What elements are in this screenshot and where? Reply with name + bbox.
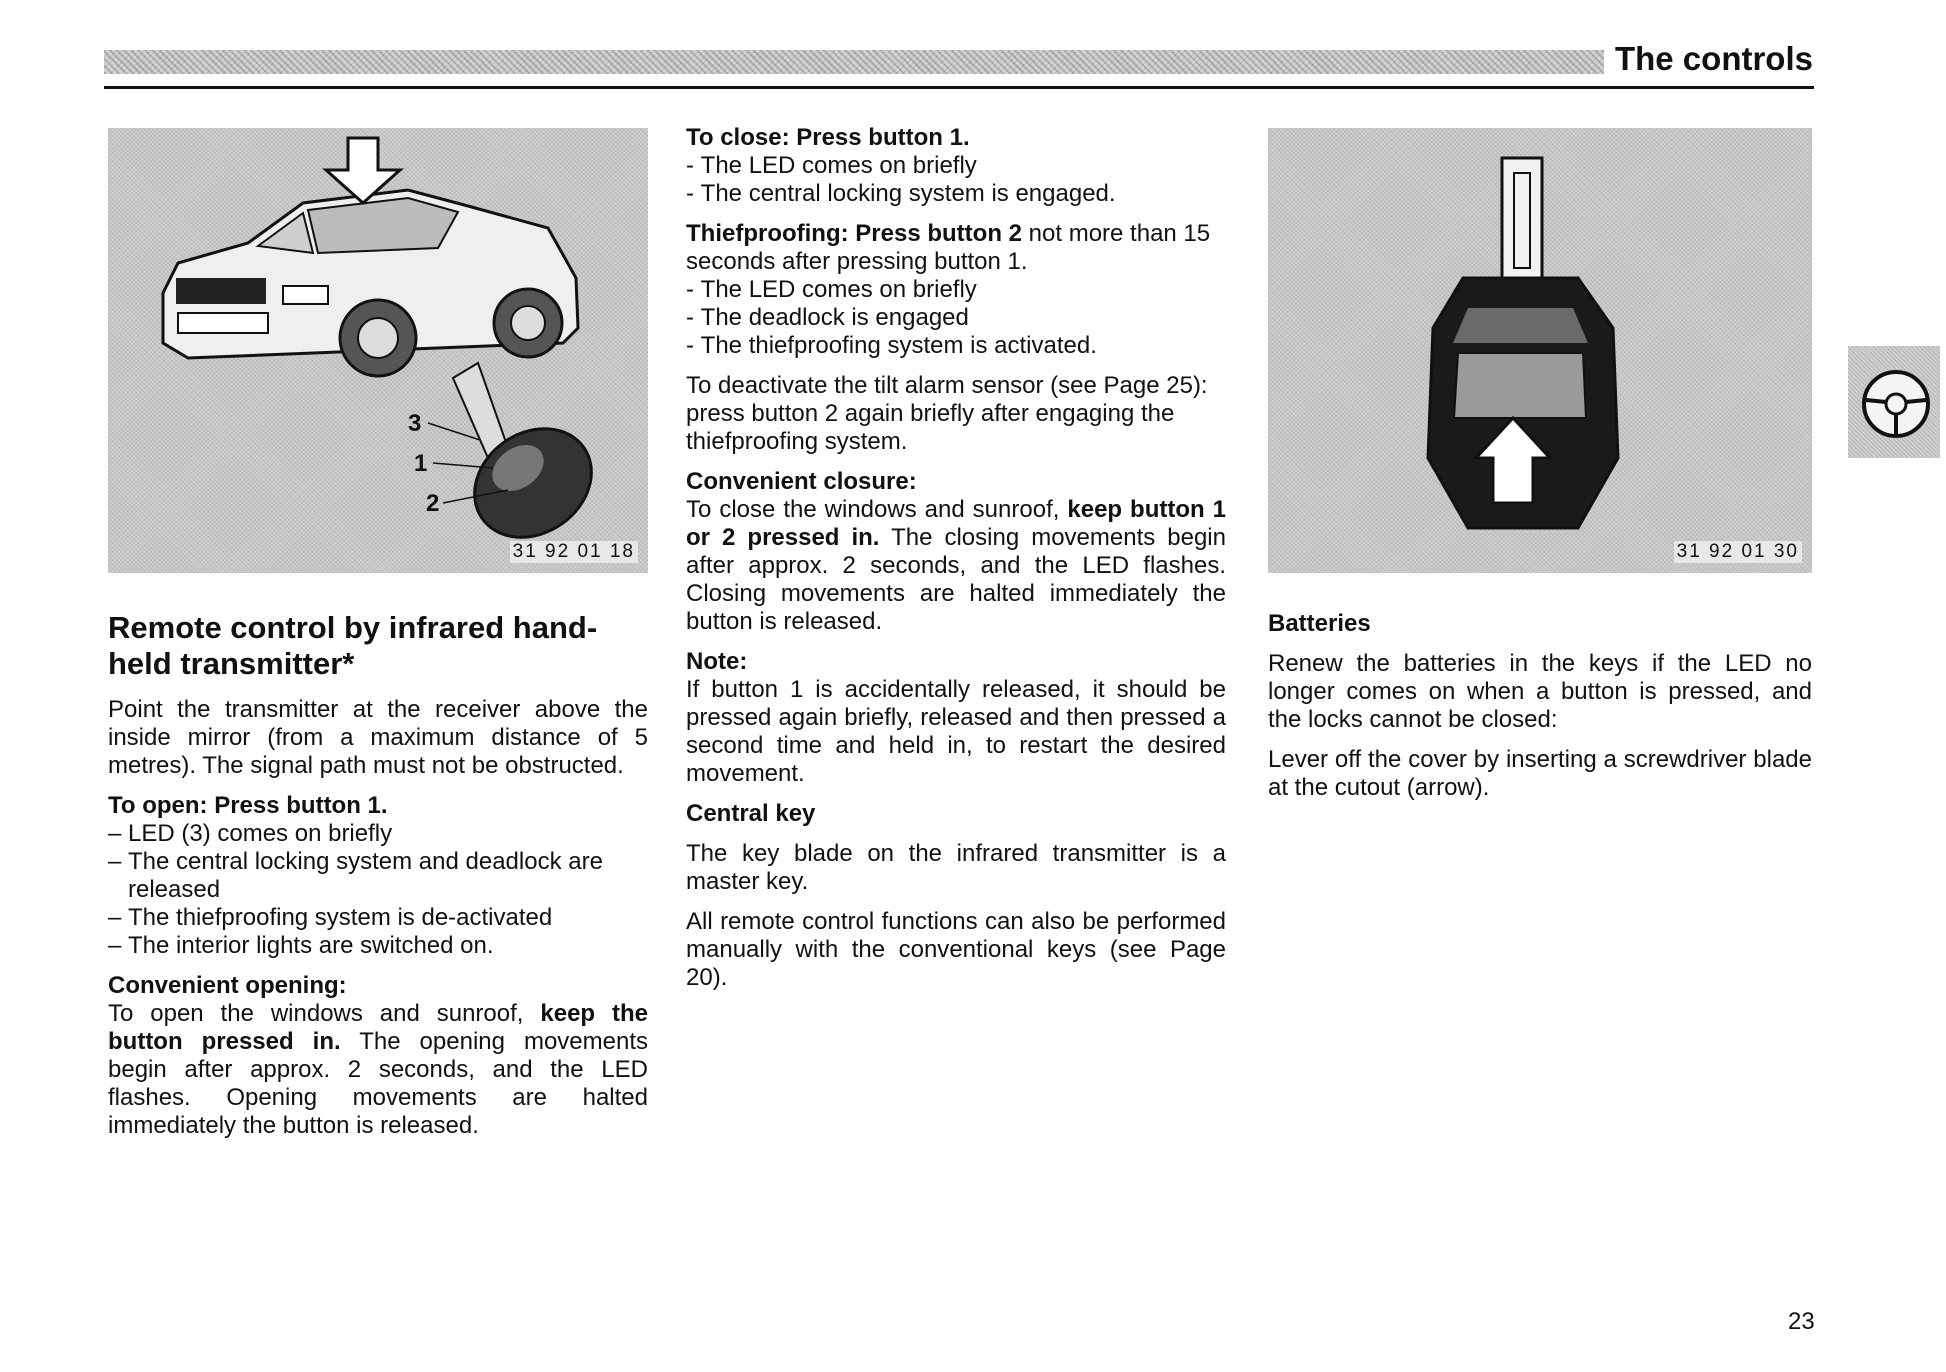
list-item: - The LED comes on briefly [686, 152, 1226, 180]
column-left [108, 610, 648, 1140]
figure-code: 31 92 01 18 [510, 541, 638, 563]
thiefproofing-heading: Thiefproofing: Press button 2 [686, 220, 1022, 247]
list-item: - The deadlock is engaged [686, 304, 1226, 332]
emphasis: keep button 1 or 2 pressed in. [686, 496, 1226, 551]
page-number: 23 [1788, 1308, 1815, 1335]
to-close-list [686, 152, 1226, 208]
list-item: - The LED comes on briefly [686, 276, 1226, 304]
column-right [1268, 610, 1812, 814]
emphasis: keep the button pressed in. [108, 1000, 648, 1055]
note-heading: Note: [686, 648, 748, 675]
cover-paragraph: Lever off the cover by inserting a screwdriver blade at the cutout (arrow). [1268, 746, 1812, 801]
to-close-heading: To close: Press button 1. [686, 124, 970, 151]
note-paragraph: If button 1 is accidentally released, it should be pressed again briefly, released and then pressed a second time and held in, to restart the desired movement. [686, 676, 1226, 787]
convenient-opening-heading: Convenient opening: [108, 972, 347, 999]
header-pattern-band [104, 50, 1604, 74]
list-item: – The central locking system and deadlock are released [108, 848, 648, 904]
intro-paragraph: Point the transmitter at the receiver above the inside mirror (from a maximum distance of 5 metres). The signal path must not be obstructed. [108, 696, 648, 779]
list-item: – The interior lights are switched on. [108, 932, 648, 960]
callout-label-3: 3 [408, 410, 422, 437]
convenient-closure-heading: Convenient closure: [686, 468, 917, 495]
car-illustration [108, 128, 648, 573]
key-illustration [1268, 128, 1812, 573]
section-title: The controls [1614, 40, 1813, 77]
thiefproofing-list [686, 276, 1226, 360]
list-item: - The central locking system is engaged. [686, 180, 1226, 208]
tilt-alarm-paragraph: To deactivate the tilt alarm sensor (see Page 25): press button 2 again briefly after engaging the thiefproofing system. [686, 372, 1208, 455]
central-key-heading: Central key [686, 800, 816, 827]
batteries-paragraph: Renew the batteries in the keys if the LED no longer comes on when a button is pressed, and the locks cannot be closed: [1268, 650, 1812, 733]
text-run: To open the windows and sunroof, [108, 1000, 541, 1027]
convenient-opening-paragraph [108, 1000, 648, 1140]
chapter-thumb-tab [1848, 346, 1940, 458]
header-rule [104, 86, 1814, 89]
text-run: not more than 15 seconds after pressing button 1. [686, 220, 1211, 275]
to-open-list [108, 820, 648, 960]
key-battery-figure [1268, 128, 1812, 573]
text-run: The closing movements begin after approx. 2 seconds, and the LED flashes. Closing movements are halted immediately the button is released. [686, 524, 1226, 635]
car-transmitter-figure [108, 128, 648, 573]
convenient-closure-paragraph [686, 496, 1226, 636]
list-item: – LED (3) comes on briefly [108, 820, 648, 848]
thiefproofing-paragraph [686, 220, 1226, 276]
text-run: To close the windows and sunroof, [686, 496, 1068, 523]
text-run: The opening movements begin after approx. 2 seconds, and the LED flashes. Opening movements are halted immediately the button is released. [108, 1028, 648, 1139]
to-open-heading: To open: Press button 1. [108, 792, 388, 819]
callout-label-1: 1 [414, 450, 428, 477]
list-item: - The thiefproofing system is activated. [686, 332, 1226, 360]
manual-keys-paragraph: All remote control functions can also be performed manually with the conventional keys (see Page 20). [686, 908, 1226, 991]
callout-label-2: 2 [426, 490, 440, 517]
section-heading: Remote control by infrared hand-held transmitter* [108, 610, 598, 681]
steering-wheel-icon [1848, 346, 1940, 458]
figure-code: 31 92 01 30 [1674, 541, 1802, 563]
central-key-paragraph: The key blade on the infrared transmitter is a master key. [686, 840, 1226, 895]
list-item: – The thiefproofing system is de-activated [108, 904, 648, 932]
batteries-heading: Batteries [1268, 610, 1371, 637]
column-middle [686, 124, 1226, 1004]
